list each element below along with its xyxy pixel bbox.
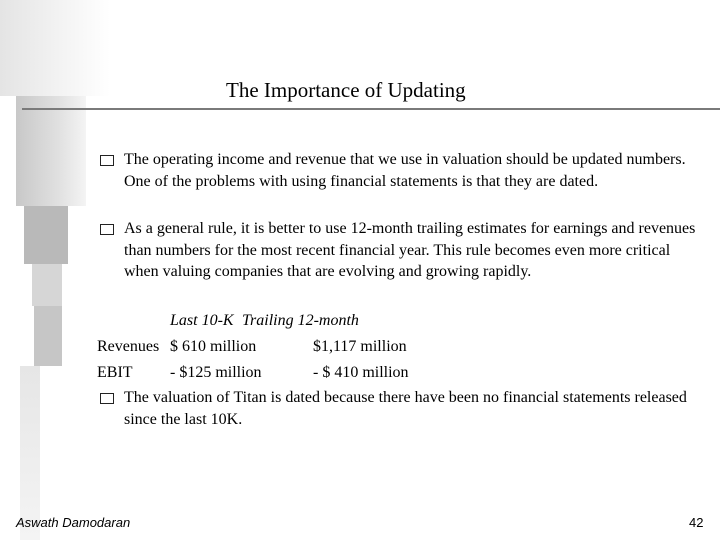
- background-decoration-block: [32, 264, 62, 306]
- table-cell-trailing: - $ 410 million: [313, 364, 409, 381]
- background-decoration-block: [24, 206, 68, 264]
- table-row-label: Revenues: [97, 338, 160, 355]
- background-decoration-block: [16, 96, 86, 206]
- bullet-square-icon: [100, 155, 114, 166]
- page-number: 42: [689, 515, 704, 530]
- background-decoration-block: [34, 306, 62, 366]
- bullet-square-icon: [100, 393, 114, 404]
- table-cell-last-10k: $ 610 million: [170, 338, 257, 355]
- title-divider: [22, 108, 720, 110]
- bullet-paragraph: The operating income and revenue that we use in valuation should be updated numbers. One of the problems with using financial statements is that they are dated.: [124, 151, 686, 190]
- table-row-label: EBIT: [97, 364, 133, 381]
- table-cell-trailing: $1,117 million: [313, 338, 407, 355]
- background-decoration-top: [0, 0, 110, 96]
- bullet-square-icon: [100, 224, 114, 235]
- slide-title: The Importance of Updating: [226, 78, 466, 102]
- table-header-last-10k: Last 10-K: [170, 312, 234, 329]
- background-decoration-strip: [20, 366, 40, 540]
- table-cell-last-10k: - $125 million: [170, 364, 262, 381]
- table-header-trailing: Trailing 12-month: [242, 312, 359, 329]
- bullet-paragraph: The valuation of Titan is dated because there have been no financial statements released since the last 10K.: [124, 389, 687, 428]
- bullet-paragraph: As a general rule, it is better to use 12-month trailing estimates for earnings and revenues than numbers for the most recent financial year. This rule becomes even more critical when valuing companies that are evolving and growing rapidly.: [124, 220, 696, 280]
- footer-author: Aswath Damodaran: [16, 515, 131, 530]
